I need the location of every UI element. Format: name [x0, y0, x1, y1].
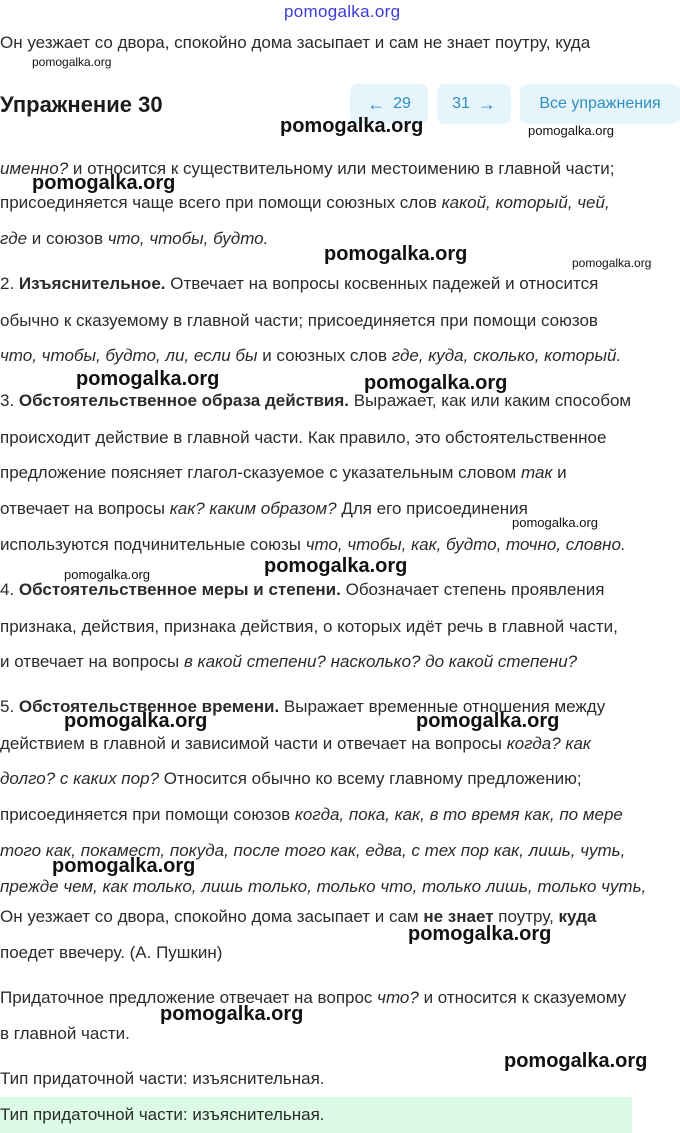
text-italic: долго? с каких пор?	[0, 769, 160, 788]
watermark: pomogalka.org	[280, 115, 424, 137]
text-line	[0, 733, 680, 755]
prev-label: 29	[393, 95, 411, 112]
text-regular: и относится к существительному или местоимению в главной части;	[68, 159, 615, 178]
watermark: pomogalka.org	[52, 855, 196, 877]
watermark: pomogalka.org	[64, 710, 208, 732]
text-line: Тип придаточной части: изъяснительная.	[0, 1069, 325, 1088]
text-line	[0, 651, 680, 673]
text-regular: поутру,	[493, 907, 559, 926]
watermark: pomogalka.org	[324, 243, 468, 265]
text-regular: Придаточное предложение отвечает на вопрос	[0, 988, 378, 1007]
text-italic: что?	[377, 988, 419, 1007]
text-line	[0, 345, 680, 367]
watermark: pomogalka.org	[408, 923, 552, 945]
text-line	[0, 579, 680, 601]
watermark-top: pomogalka.org	[284, 2, 401, 21]
example-line: поедет ввечеру. (А. Пушкин)	[0, 943, 223, 962]
text-italic: где, куда, сколько, который.	[391, 346, 622, 365]
term-bold: Обстоятельственное времени.	[18, 697, 280, 716]
text-line	[0, 462, 680, 484]
text-regular: Выражает временные отношения между	[279, 697, 606, 716]
list-number: 4.	[0, 580, 19, 599]
watermark: pomogalka.org	[264, 555, 408, 577]
text-line	[0, 876, 680, 898]
text-italic: как? каким образом?	[169, 499, 337, 518]
text-italic: какой, который, чей,	[441, 193, 610, 212]
text-regular: присоединяется чаще всего при помощи союзных слов	[0, 193, 442, 212]
next-exercise-button[interactable]	[437, 84, 511, 124]
watermark: pomogalka.org	[32, 172, 176, 194]
text-line: обычно к сказуемому в главной части; присоединяется при помощи союзов	[0, 311, 598, 330]
text-line	[0, 534, 680, 556]
text-line	[0, 804, 680, 826]
text-italic: что, чтобы, будто.	[107, 229, 269, 248]
watermark: pomogalka.org	[504, 1050, 648, 1072]
page-title: Упражнение 30	[0, 92, 163, 117]
intro-line: Он уезжает со двора, спокойно дома засыпает и сам не знает поутру, куда	[0, 33, 591, 52]
watermark: pomogalka.org	[76, 368, 220, 390]
term-bold: Изъяснительное.	[18, 274, 166, 293]
text-regular: и отвечает на вопросы	[0, 652, 184, 671]
text-line	[0, 273, 680, 295]
text-regular: Он уезжает со двора, спокойно дома засыпает и сам	[0, 907, 424, 926]
text-regular: и союзных слов	[257, 346, 392, 365]
text-italic: именно?	[0, 159, 69, 178]
text-line	[0, 768, 680, 790]
text-regular: присоединяется при помощи союзов	[0, 805, 295, 824]
text-italic: где	[0, 229, 28, 248]
list-number: 5.	[0, 697, 19, 716]
text-regular: Выражает, как или каким способом	[349, 391, 632, 410]
text-regular: Для его присоединения	[336, 499, 528, 518]
all-exercises-button[interactable]	[520, 84, 680, 124]
text-line: признака, действия, признака действия, о которых идёт речь в главной части,	[0, 617, 618, 636]
text-italic: что, чтобы, будто, ли, если бы	[0, 346, 258, 365]
next-label: 31	[452, 95, 470, 112]
text-line: происходит действие в главной части. Как правило, это обстоятельственное	[0, 428, 607, 447]
text-regular: и	[552, 463, 567, 482]
watermark: pomogalka.org	[160, 1003, 304, 1025]
watermark: pomogalka.org	[416, 710, 560, 732]
watermark: pomogalka.org	[364, 372, 508, 394]
text-line	[0, 390, 680, 412]
arrow-left-icon: ←	[367, 93, 386, 114]
text-regular: предложение поясняет глагол-сказуемое с указательным словом	[0, 463, 521, 482]
text-line	[0, 987, 680, 1009]
text-regular: действием в главной и зависимой части и отвечает на вопросы	[0, 734, 507, 753]
text-regular: и относится к сказуемому	[418, 988, 627, 1007]
text-italic: прежде чем, как только, лишь только, только что, только лишь, только чуть,	[0, 877, 647, 896]
watermark: pomogalka.org	[32, 55, 112, 69]
text-regular: и союзов	[27, 229, 108, 248]
text-line	[0, 192, 680, 214]
text-regular: Обозначает степень проявления	[340, 580, 605, 599]
watermark: pomogalka.org	[64, 567, 150, 582]
list-number: 2.	[0, 274, 19, 293]
all-exercises-label: Все упражнения	[539, 95, 661, 112]
text-italic: в какой степени? насколько? до какой степени?	[183, 652, 578, 671]
arrow-right-icon: →	[477, 93, 496, 114]
text-italic: что, чтобы, как, будто, точно, словно.	[305, 535, 626, 554]
example-line	[0, 906, 680, 928]
text-regular: отвечает на вопросы	[0, 499, 170, 518]
text-regular: Относится обычно ко всему главному предложению;	[159, 769, 582, 788]
watermark: pomogalka.org	[528, 123, 614, 138]
text-regular: Отвечает на вопросы косвенных падежей и относится	[165, 274, 599, 293]
text-bold: не знает	[423, 907, 494, 926]
watermark: pomogalka.org	[572, 256, 652, 270]
text-regular: используются подчинительные союзы	[0, 535, 306, 554]
text-bold: куда	[558, 907, 597, 926]
text-italic: когда, пока, как, в то время как, по мере	[294, 805, 623, 824]
text-italic: того как, покамест, покуда, после того как, едва, с тех пор как, лишь, чуть,	[0, 841, 626, 860]
text-line: в главной части.	[0, 1024, 130, 1043]
text-italic: так	[520, 463, 553, 482]
watermark: pomogalka.org	[512, 515, 598, 530]
term-bold: Обстоятельственное меры и степени.	[18, 580, 341, 599]
answer-text: Тип придаточной части: изъяснительная.	[0, 1105, 325, 1124]
text-italic: когда? как	[506, 734, 591, 753]
term-bold: Обстоятельственное образа действия.	[18, 391, 349, 410]
list-number: 3.	[0, 391, 19, 410]
